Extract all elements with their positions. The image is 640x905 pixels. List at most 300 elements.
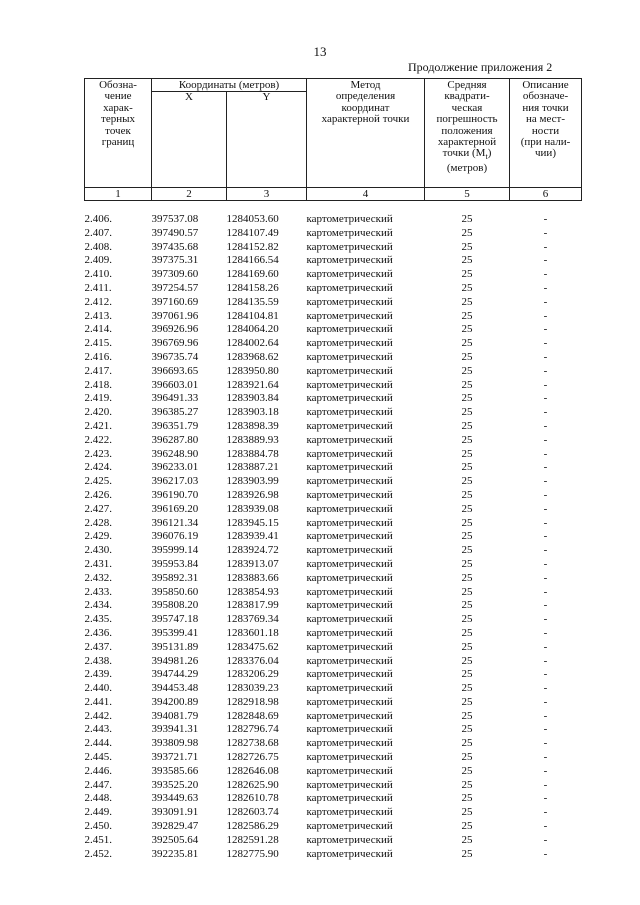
table-row xyxy=(85,848,582,862)
description-cell: - xyxy=(543,516,548,529)
point-id-cell: 2.447. xyxy=(84,778,112,791)
x-cell: 396287.80 xyxy=(151,433,199,446)
error-cell: 25 xyxy=(461,419,473,432)
error-cell: 25 xyxy=(461,378,473,391)
table-row xyxy=(85,392,582,406)
method-cell: картометрический xyxy=(306,668,393,681)
error-cell: 25 xyxy=(461,640,473,653)
x-cell: 393091.91 xyxy=(151,806,199,819)
table-row xyxy=(85,254,582,268)
point-id-cell: 2.437. xyxy=(84,640,112,653)
table-row xyxy=(85,282,582,296)
error-cell: 25 xyxy=(461,626,473,639)
error-cell: 25 xyxy=(461,847,473,860)
description-cell: - xyxy=(543,571,548,584)
point-id-cell: 2.432. xyxy=(84,571,112,584)
table-row xyxy=(85,434,582,448)
y-cell: 1284107.49 xyxy=(226,226,279,239)
method-cell: картометрический xyxy=(306,323,393,336)
x-cell: 394744.29 xyxy=(151,668,199,681)
point-id-cell: 2.428. xyxy=(84,516,112,529)
x-cell: 395808.20 xyxy=(151,599,199,612)
description-cell: - xyxy=(543,240,548,253)
point-id-cell: 2.425. xyxy=(84,475,112,488)
table-row xyxy=(85,379,582,393)
method-cell: картометрический xyxy=(306,240,393,253)
y-cell: 1284104.81 xyxy=(226,309,279,322)
x-cell: 396491.33 xyxy=(151,392,199,405)
column-number-2: 2 xyxy=(152,188,227,201)
method-cell: картометрический xyxy=(306,406,393,419)
point-id-cell: 2.410. xyxy=(84,268,112,281)
x-cell: 397309.60 xyxy=(151,268,199,281)
y-cell: 1283854.93 xyxy=(226,585,279,598)
x-cell: 397061.96 xyxy=(151,309,199,322)
method-cell: картометрический xyxy=(306,820,393,833)
x-cell: 393525.20 xyxy=(151,778,199,791)
x-cell: 396603.01 xyxy=(151,378,199,391)
x-cell: 396693.65 xyxy=(151,364,199,377)
error-cell: 25 xyxy=(461,709,473,722)
table-row xyxy=(85,668,582,682)
table-row xyxy=(85,613,582,627)
error-cell: 25 xyxy=(461,737,473,750)
x-cell: 393941.31 xyxy=(151,723,199,736)
x-cell: 395131.89 xyxy=(151,640,199,653)
error-cell: 25 xyxy=(461,723,473,736)
method-cell: картометрический xyxy=(306,613,393,626)
point-id-cell: 2.444. xyxy=(84,737,112,750)
method-cell: картометрический xyxy=(306,378,393,391)
table-row xyxy=(85,779,582,793)
x-cell: 395850.60 xyxy=(151,585,199,598)
y-cell: 1283601.18 xyxy=(226,626,279,639)
coordinates-table xyxy=(84,78,582,861)
method-cell: картометрический xyxy=(306,833,393,846)
point-id-cell: 2.427. xyxy=(84,502,112,515)
point-id-cell: 2.451. xyxy=(84,833,112,846)
x-cell: 397490.57 xyxy=(151,226,199,239)
point-id-cell: 2.426. xyxy=(84,488,112,501)
method-cell: картометрический xyxy=(306,350,393,363)
column-number-5: 5 xyxy=(425,188,510,201)
table-row xyxy=(85,461,582,475)
table-row xyxy=(85,710,582,724)
table-row xyxy=(85,834,582,848)
table-row xyxy=(85,323,582,337)
error-cell: 25 xyxy=(461,530,473,543)
table-row xyxy=(85,737,582,751)
error-cell: 25 xyxy=(461,213,473,225)
description-cell: - xyxy=(543,433,548,446)
x-cell: 396233.01 xyxy=(151,461,199,474)
y-cell: 1282610.78 xyxy=(226,792,279,805)
method-cell: картометрический xyxy=(306,778,393,791)
x-cell: 396248.90 xyxy=(151,447,199,460)
method-cell: картометрический xyxy=(306,737,393,750)
error-cell: 25 xyxy=(461,833,473,846)
description-cell: - xyxy=(543,557,548,570)
header-method: Метод определения координат характерной точки xyxy=(307,79,425,188)
method-cell: картометрический xyxy=(306,226,393,239)
table-row xyxy=(85,765,582,779)
description-cell: - xyxy=(543,254,548,267)
table-row xyxy=(85,586,582,600)
point-id-cell: 2.422. xyxy=(84,433,112,446)
description-cell: - xyxy=(543,723,548,736)
y-cell: 1282726.75 xyxy=(226,751,279,764)
x-cell: 397537.08 xyxy=(151,213,199,225)
table-row xyxy=(85,448,582,462)
y-cell: 1283883.66 xyxy=(226,571,279,584)
table-row xyxy=(85,544,582,558)
error-cell: 25 xyxy=(461,820,473,833)
point-id-cell: 2.412. xyxy=(84,295,112,308)
table-row xyxy=(85,475,582,489)
method-cell: картометрический xyxy=(306,254,393,267)
x-cell: 397375.31 xyxy=(151,254,199,267)
point-id-cell: 2.429. xyxy=(84,530,112,543)
method-cell: картометрический xyxy=(306,281,393,294)
description-cell: - xyxy=(543,806,548,819)
error-cell: 25 xyxy=(461,751,473,764)
error-cell: 25 xyxy=(461,585,473,598)
table-row xyxy=(85,489,582,503)
y-cell: 1282586.29 xyxy=(226,820,279,833)
description-cell: - xyxy=(543,751,548,764)
error-cell: 25 xyxy=(461,571,473,584)
point-id-cell: 2.413. xyxy=(84,309,112,322)
point-id-cell: 2.446. xyxy=(84,764,112,777)
error-cell: 25 xyxy=(461,433,473,446)
description-cell: - xyxy=(543,309,548,322)
error-cell: 25 xyxy=(461,806,473,819)
y-cell: 1282848.69 xyxy=(226,709,279,722)
x-cell: 394453.48 xyxy=(151,682,199,695)
method-cell: картометрический xyxy=(306,682,393,695)
error-cell: 25 xyxy=(461,350,473,363)
table-row xyxy=(85,572,582,586)
method-cell: картометрический xyxy=(306,502,393,515)
y-cell: 1282646.08 xyxy=(226,764,279,777)
error-cell: 25 xyxy=(461,488,473,501)
description-cell: - xyxy=(543,406,548,419)
method-cell: картометрический xyxy=(306,599,393,612)
y-cell: 1282738.68 xyxy=(226,737,279,750)
point-id-cell: 2.418. xyxy=(84,378,112,391)
description-cell: - xyxy=(543,364,548,377)
description-cell: - xyxy=(543,640,548,653)
table-row xyxy=(85,268,582,282)
y-cell: 1282918.98 xyxy=(226,695,279,708)
point-id-cell: 2.419. xyxy=(84,392,112,405)
y-cell: 1283884.78 xyxy=(226,447,279,460)
x-cell: 392829.47 xyxy=(151,820,199,833)
table-row xyxy=(85,530,582,544)
y-cell: 1284002.64 xyxy=(226,337,279,350)
description-cell: - xyxy=(543,226,548,239)
table-row xyxy=(85,696,582,710)
x-cell: 396926.96 xyxy=(151,323,199,336)
x-cell: 392235.81 xyxy=(151,847,199,860)
description-cell: - xyxy=(543,447,548,460)
description-cell: - xyxy=(543,461,548,474)
description-cell: - xyxy=(543,833,548,846)
method-cell: картометрический xyxy=(306,751,393,764)
description-cell: - xyxy=(543,737,548,750)
error-cell: 25 xyxy=(461,392,473,405)
y-cell: 1283376.04 xyxy=(226,654,279,667)
table-row xyxy=(85,241,582,255)
description-cell: - xyxy=(543,792,548,805)
method-cell: картометрический xyxy=(306,447,393,460)
x-cell: 396769.96 xyxy=(151,337,199,350)
y-cell: 1284169.60 xyxy=(226,268,279,281)
description-cell: - xyxy=(543,585,548,598)
table-row xyxy=(85,517,582,531)
table-row xyxy=(85,806,582,820)
error-cell: 25 xyxy=(461,668,473,681)
header-y: Y xyxy=(227,92,307,188)
y-cell: 1283817.99 xyxy=(226,599,279,612)
x-cell: 395399.41 xyxy=(151,626,199,639)
error-cell: 25 xyxy=(461,323,473,336)
y-cell: 1284053.60 xyxy=(226,213,279,225)
description-cell: - xyxy=(543,847,548,860)
y-cell: 1283921.64 xyxy=(226,378,279,391)
description-cell: - xyxy=(543,764,548,777)
column-number-1: 1 xyxy=(85,188,152,201)
method-cell: картометрический xyxy=(306,585,393,598)
description-cell: - xyxy=(543,682,548,695)
error-cell: 25 xyxy=(461,475,473,488)
y-cell: 1282796.74 xyxy=(226,723,279,736)
table-row xyxy=(85,503,582,517)
table-row xyxy=(85,406,582,420)
y-cell: 1283039.23 xyxy=(226,682,279,695)
y-cell: 1282591.28 xyxy=(226,833,279,846)
point-id-cell: 2.423. xyxy=(84,447,112,460)
y-cell: 1283889.93 xyxy=(226,433,279,446)
method-cell: картометрический xyxy=(306,709,393,722)
point-id-cell: 2.438. xyxy=(84,654,112,667)
point-id-cell: 2.414. xyxy=(84,323,112,336)
description-cell: - xyxy=(543,488,548,501)
method-cell: картометрический xyxy=(306,571,393,584)
table-row xyxy=(85,310,582,324)
y-cell: 1283887.21 xyxy=(226,461,279,474)
table-row xyxy=(85,792,582,806)
x-cell: 393585.66 xyxy=(151,764,199,777)
description-cell: - xyxy=(543,350,548,363)
table-row xyxy=(85,682,582,696)
header-point-designation: Обозна- чение харак- терных точек границ xyxy=(85,79,152,188)
error-cell: 25 xyxy=(461,268,473,281)
y-cell: 1284064.20 xyxy=(226,323,279,336)
point-id-cell: 2.441. xyxy=(84,695,112,708)
y-cell: 1284158.26 xyxy=(226,281,279,294)
error-cell: 25 xyxy=(461,240,473,253)
y-cell: 1284166.54 xyxy=(226,254,279,267)
description-cell: - xyxy=(543,695,548,708)
table-row xyxy=(85,655,582,669)
y-cell: 1283903.18 xyxy=(226,406,279,419)
y-cell: 1283926.98 xyxy=(226,488,279,501)
error-cell: 25 xyxy=(461,337,473,350)
description-cell: - xyxy=(543,599,548,612)
table-row xyxy=(85,599,582,613)
point-id-cell: 2.443. xyxy=(84,723,112,736)
header-mean-error xyxy=(425,79,510,188)
x-cell: 396190.70 xyxy=(151,488,199,501)
x-cell: 396121.34 xyxy=(151,516,199,529)
y-cell: 1283475.62 xyxy=(226,640,279,653)
point-id-cell: 2.411. xyxy=(84,281,112,294)
point-id-cell: 2.450. xyxy=(84,820,112,833)
description-cell: - xyxy=(543,668,548,681)
table-row xyxy=(85,641,582,655)
error-cell: 25 xyxy=(461,654,473,667)
x-cell: 396735.74 xyxy=(151,350,199,363)
method-cell: картометрический xyxy=(306,419,393,432)
header-mean-error-text: Средняя квадрати- ческая погрешность положения характерной точки $(M_t)$ (метров) xyxy=(436,79,498,175)
y-cell: 1283903.84 xyxy=(226,392,279,405)
description-cell: - xyxy=(543,337,548,350)
x-cell: 393809.98 xyxy=(151,737,199,750)
y-cell: 1283939.08 xyxy=(226,502,279,515)
description-cell: - xyxy=(543,295,548,308)
table-header xyxy=(85,79,582,201)
y-cell: 1284152.82 xyxy=(226,240,279,253)
point-id-cell: 2.421. xyxy=(84,419,112,432)
x-cell: 397254.57 xyxy=(151,281,199,294)
error-cell: 25 xyxy=(461,778,473,791)
method-cell: картометрический xyxy=(306,309,393,322)
error-cell: 25 xyxy=(461,695,473,708)
x-cell: 395999.14 xyxy=(151,544,199,557)
point-id-cell: 2.442. xyxy=(84,709,112,722)
description-cell: - xyxy=(543,626,548,639)
x-cell: 396385.27 xyxy=(151,406,199,419)
y-cell: 1283924.72 xyxy=(226,544,279,557)
point-id-cell: 2.449. xyxy=(84,806,112,819)
error-cell: 25 xyxy=(461,295,473,308)
description-cell: - xyxy=(543,820,548,833)
method-cell: картометрический xyxy=(306,626,393,639)
table-row xyxy=(85,627,582,641)
error-cell: 25 xyxy=(461,613,473,626)
error-cell: 25 xyxy=(461,254,473,267)
point-id-cell: 2.434. xyxy=(84,599,112,612)
description-cell: - xyxy=(543,392,548,405)
point-id-cell: 2.416. xyxy=(84,350,112,363)
error-cell: 25 xyxy=(461,406,473,419)
method-cell: картометрический xyxy=(306,516,393,529)
y-cell: 1283945.15 xyxy=(226,516,279,529)
error-cell: 25 xyxy=(461,502,473,515)
error-cell: 25 xyxy=(461,226,473,239)
description-cell: - xyxy=(543,378,548,391)
method-cell: картометрический xyxy=(306,723,393,736)
y-cell: 1283968.62 xyxy=(226,350,279,363)
error-cell: 25 xyxy=(461,557,473,570)
x-cell: 395953.84 xyxy=(151,557,199,570)
y-cell: 1283903.99 xyxy=(226,475,279,488)
header-coordinates: Координаты (метров) xyxy=(152,79,307,92)
table-row xyxy=(85,723,582,737)
method-cell: картометрический xyxy=(306,392,393,405)
method-cell: картометрический xyxy=(306,847,393,860)
table-row xyxy=(85,227,582,241)
description-cell: - xyxy=(543,778,548,791)
method-cell: картометрический xyxy=(306,792,393,805)
error-cell: 25 xyxy=(461,364,473,377)
column-number-4: 4 xyxy=(307,188,425,201)
error-cell: 25 xyxy=(461,447,473,460)
x-cell: 397160.69 xyxy=(151,295,199,308)
method-cell: картометрический xyxy=(306,364,393,377)
point-id-cell: 2.452. xyxy=(84,847,112,860)
x-cell: 396351.79 xyxy=(151,419,199,432)
error-cell: 25 xyxy=(461,764,473,777)
x-cell: 396076.19 xyxy=(151,530,199,543)
method-cell: картометрический xyxy=(306,530,393,543)
method-cell: картометрический xyxy=(306,806,393,819)
table-row xyxy=(85,296,582,310)
x-cell: 394981.26 xyxy=(151,654,199,667)
point-id-cell: 2.435. xyxy=(84,613,112,626)
y-cell: 1282603.74 xyxy=(226,806,279,819)
column-number-row xyxy=(85,188,582,201)
description-cell: - xyxy=(543,419,548,432)
error-cell: 25 xyxy=(461,461,473,474)
error-cell: 25 xyxy=(461,544,473,557)
x-cell: 397435.68 xyxy=(151,240,199,253)
point-id-cell: 2.430. xyxy=(84,544,112,557)
description-cell: - xyxy=(543,281,548,294)
point-id-cell: 2.408. xyxy=(84,240,112,253)
y-cell: 1283950.80 xyxy=(226,364,279,377)
point-id-cell: 2.448. xyxy=(84,792,112,805)
method-cell: картометрический xyxy=(306,488,393,501)
table-row xyxy=(85,213,582,227)
column-number-6: 6 xyxy=(510,188,582,201)
point-id-cell: 2.407. xyxy=(84,226,112,239)
x-cell: 392505.64 xyxy=(151,833,199,846)
x-cell: 395747.18 xyxy=(151,613,199,626)
description-cell: - xyxy=(543,709,548,722)
description-cell: - xyxy=(543,654,548,667)
error-cell: 25 xyxy=(461,682,473,695)
description-cell: - xyxy=(543,613,548,626)
point-id-cell: 2.436. xyxy=(84,626,112,639)
table-row xyxy=(85,365,582,379)
method-cell: картометрический xyxy=(306,764,393,777)
table-row xyxy=(85,351,582,365)
method-cell: картометрический xyxy=(306,640,393,653)
page-number: 13 xyxy=(313,44,327,59)
table-row xyxy=(85,558,582,572)
x-cell: 393449.63 xyxy=(151,792,199,805)
method-cell: картометрический xyxy=(306,213,393,225)
point-id-cell: 2.420. xyxy=(84,406,112,419)
error-cell: 25 xyxy=(461,792,473,805)
description-cell: - xyxy=(543,544,548,557)
y-cell: 1282625.90 xyxy=(226,778,279,791)
x-cell: 396217.03 xyxy=(151,475,199,488)
error-cell: 25 xyxy=(461,599,473,612)
description-cell: - xyxy=(543,323,548,336)
